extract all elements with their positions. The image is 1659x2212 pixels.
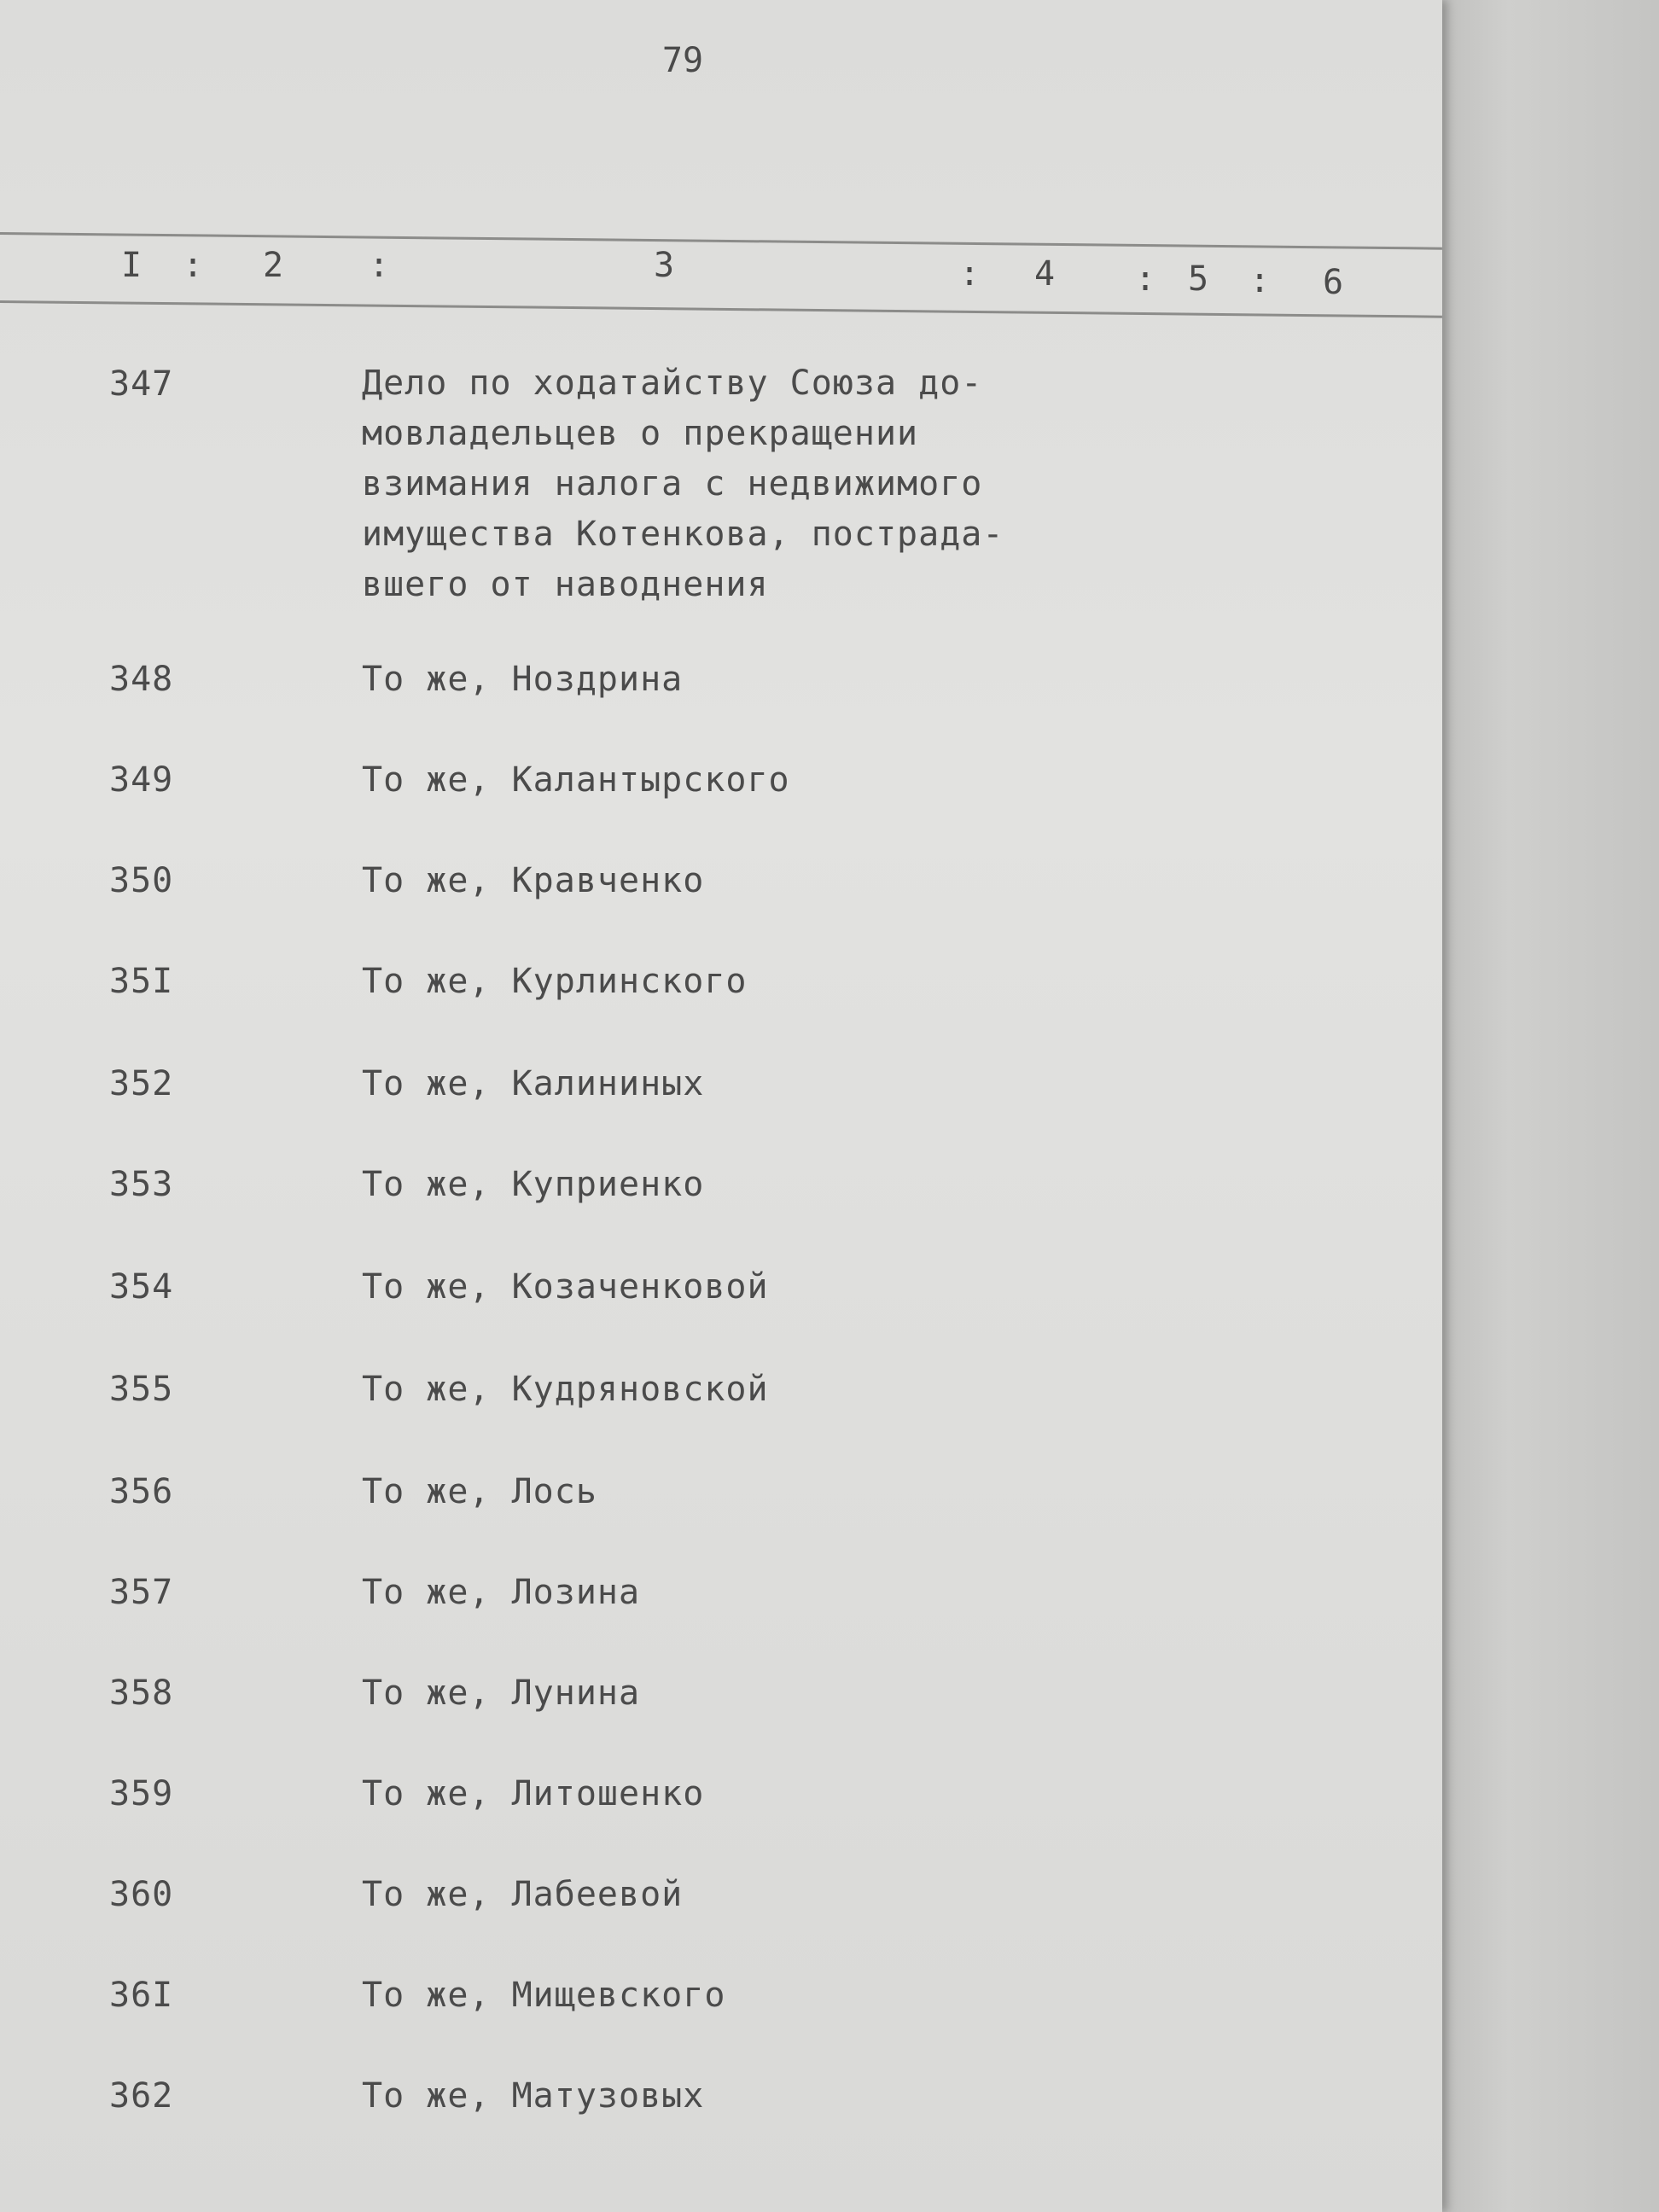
header-rule-bottom — [0, 300, 1442, 318]
entry-description-line: мовладельцев о прекращении — [362, 414, 919, 453]
column-header-separator: : — [183, 246, 204, 285]
entry-number: 354 — [109, 1267, 174, 1307]
header-rule-top — [0, 232, 1442, 250]
column-header-6: 6 — [1323, 263, 1344, 302]
entry-description: То же, Лось — [362, 1472, 597, 1511]
entry-number: 350 — [109, 861, 174, 900]
entry-number: 35I — [109, 962, 174, 1001]
column-header-separator: : — [1249, 261, 1271, 300]
entry-description: То же, Кудряновской — [362, 1370, 769, 1409]
entry-description: То же, Лабеевой — [362, 1875, 684, 1914]
entry-description: То же, Козаченковой — [362, 1267, 769, 1307]
entry-number: 355 — [109, 1370, 174, 1409]
entry-description: То же, Лозина — [362, 1573, 641, 1612]
entry-number: 36I — [109, 1976, 174, 2015]
page-number: 79 — [661, 41, 704, 80]
column-header-4: 4 — [1034, 254, 1056, 294]
entry-number: 360 — [109, 1875, 174, 1914]
entry-description: То же, Кравченко — [362, 861, 705, 900]
column-header-3: 3 — [654, 246, 675, 285]
entry-number: 359 — [109, 1774, 174, 1813]
entry-description: То же, Калантырского — [362, 760, 790, 800]
entry-description-line: вшего от наводнения — [362, 565, 769, 604]
entry-number: 352 — [109, 1064, 174, 1103]
entry-number: 348 — [109, 660, 174, 699]
column-header-2: 2 — [263, 246, 284, 285]
entry-number: 353 — [109, 1165, 174, 1204]
entry-description-line: имущества Котенкова, пострада- — [362, 515, 1004, 554]
entry-number: 358 — [109, 1674, 174, 1713]
entry-description: То же, Калининых — [362, 1064, 705, 1103]
column-header-separator: : — [369, 246, 390, 285]
entry-description-line: Дело по ходатайству Союза до- — [362, 364, 983, 403]
entry-description: То же, Мищевского — [362, 1976, 726, 2015]
entry-number: 349 — [109, 760, 174, 800]
entry-number: 347 — [109, 364, 174, 404]
entry-number: 357 — [109, 1573, 174, 1612]
column-header-separator: : — [1135, 259, 1156, 299]
entry-description: То же, Курлинского — [362, 962, 748, 1001]
entry-description: То же, Литошенко — [362, 1774, 705, 1813]
entry-description: То же, Матузовых — [362, 2076, 705, 2116]
column-header-separator: : — [959, 254, 981, 294]
entry-description: То же, Ноздрина — [362, 660, 684, 699]
entry-number: 362 — [109, 2076, 174, 2116]
column-header-5: 5 — [1188, 259, 1209, 299]
entry-description: То же, Лунина — [362, 1674, 641, 1713]
entry-number: 356 — [109, 1472, 174, 1511]
entry-description: То же, Куприенко — [362, 1165, 705, 1204]
underlying-sheet — [1408, 0, 1659, 2212]
entry-description-line: взимания налога с недвижимого — [362, 464, 983, 504]
column-header-1: I — [121, 246, 143, 285]
